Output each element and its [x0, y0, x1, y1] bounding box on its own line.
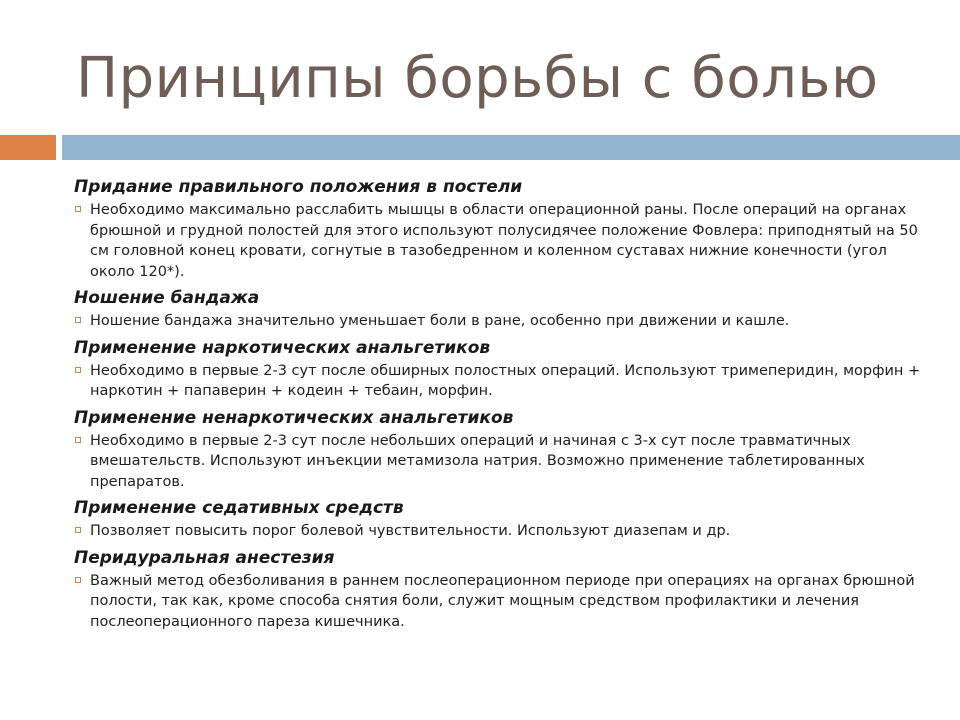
list-item-text: Необходимо в первые 2-3 сут после небольших операций и начиная с 3-х сут после травматичных вмешательств. Используют инъекции метамизола натрия. Возможно применение таблетированных препаратов.	[90, 432, 865, 490]
section-heading: Применение ненаркотических анальгетиков	[74, 407, 514, 428]
title-divider-bar	[62, 135, 960, 160]
list-item-text: Необходимо максимально расслабить мышцы в области операционной раны. После операций на органах брюшной и грудной полостей для этого используют полусидячее положение Фовлера: приподнятый на 50 см головной конец кровати, согнутые в тазобедренном и коленном суставах нижние конечности (угол около 120*).	[90, 202, 918, 280]
list-item-text: Необходимо в первые 2-3 сут после обширных полостных операций. Используют тримеперидин, морфин + наркотин + папаверин + кодеин + тебаин, морфин.	[90, 362, 921, 399]
section-narcotic-analgesics	[74, 337, 934, 402]
list-item-text: Позволяет повысить порог болевой чувствительности. Используют диазепам и др.	[90, 523, 731, 539]
accent-bar	[0, 135, 56, 160]
list-item	[74, 521, 934, 542]
hollow-square-icon	[75, 317, 81, 323]
section-non-narcotic-analgesics	[74, 407, 934, 493]
section-heading: Придание правильного положения в постели	[74, 177, 523, 197]
hollow-square-icon	[75, 206, 81, 212]
content-body	[74, 176, 934, 637]
section-heading: Применение наркотических анальгетиков	[74, 337, 491, 358]
section-epidural-anesthesia	[74, 547, 934, 633]
page-title: Принципы борьбы с болью	[76, 46, 879, 111]
hollow-square-icon	[75, 577, 81, 583]
section-heading: Применение седативных средств	[74, 498, 404, 518]
hollow-square-icon	[75, 437, 81, 443]
list-item	[74, 571, 934, 633]
section-sedatives	[74, 497, 934, 542]
hollow-square-icon	[75, 367, 81, 373]
hollow-square-icon	[75, 527, 81, 533]
list-item-text: Ношение бандажа значительно уменьшает боли в ране, особенно при движении и кашле.	[90, 313, 790, 329]
section-position	[74, 176, 934, 282]
section-heading: Перидуральная анестезия	[74, 547, 335, 568]
list-item	[74, 311, 934, 332]
list-item-text: Важный метод обезболивания в раннем послеоперационном периоде при операциях на органах брюшной полости, так как, кроме способа снятия боли, служит мощным средством профилактики и лечения послеоперационного пареза кишечника.	[90, 572, 915, 630]
list-item	[74, 361, 934, 402]
list-item	[74, 200, 934, 282]
section-bandage	[74, 287, 934, 332]
section-heading: Ношение бандажа	[74, 288, 260, 308]
list-item	[74, 431, 934, 493]
